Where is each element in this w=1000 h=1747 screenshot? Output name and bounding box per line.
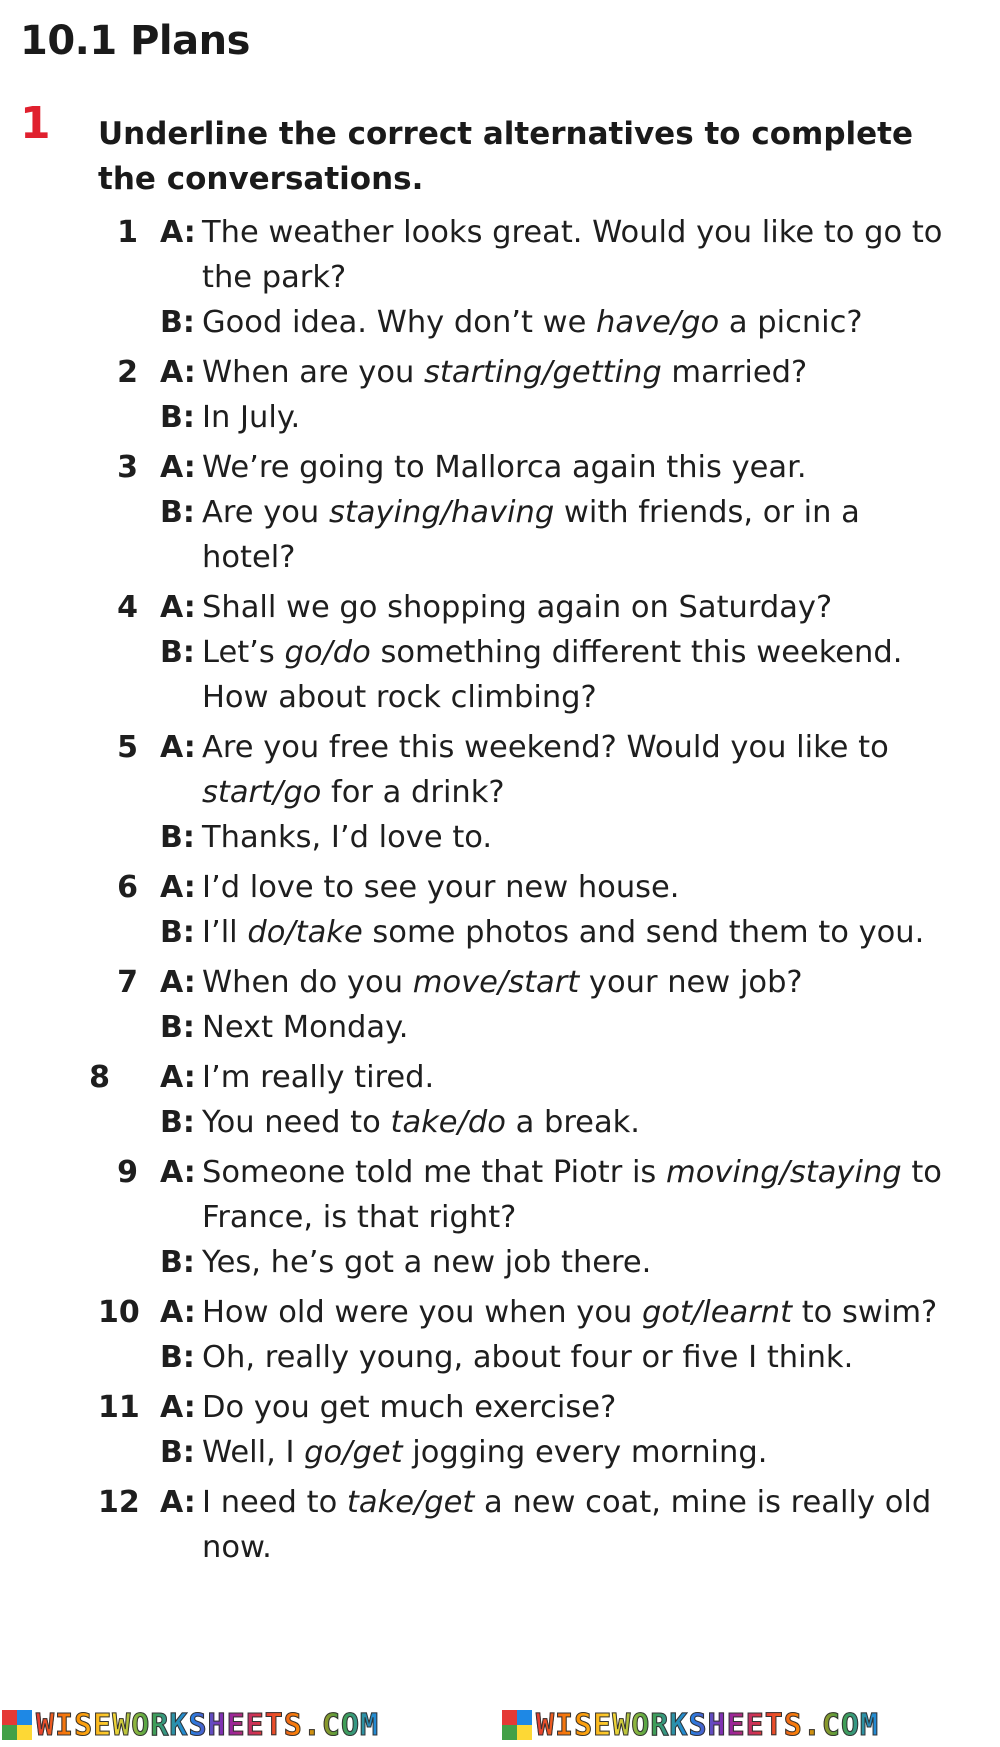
dialogue-line: I’d love to see your new house. — [202, 870, 680, 905]
dialogue-line: I’m really tired. — [202, 1060, 435, 1095]
item-number: 8 — [89, 1060, 110, 1095]
speaker-label: B: — [160, 495, 195, 530]
speaker-label: B: — [160, 1435, 195, 1470]
dialogue-line: Are you free this weekend? Would you like to start/go for a drink? — [202, 730, 889, 810]
speaker-label: A: — [160, 870, 196, 905]
speaker-label: B: — [160, 1245, 195, 1280]
dialogue-line: We’re going to Mallorca again this year. — [202, 450, 807, 485]
item-number: 1 — [117, 215, 138, 250]
watermark-text: WISEWORKSHEETS.COM — [36, 1707, 380, 1743]
dialogue-line: Yes, he’s got a new job there. — [202, 1245, 652, 1280]
dialogue-line: Do you get much exercise? — [202, 1390, 617, 1425]
dialogue-line: Well, I go/get jogging every morning. — [202, 1435, 768, 1470]
exercise-number: 1 — [20, 98, 51, 149]
speaker-label: A: — [160, 450, 196, 485]
speaker-label: B: — [160, 305, 195, 340]
item-number: 2 — [117, 355, 138, 390]
item-number: 6 — [117, 870, 138, 905]
item-number: 5 — [117, 730, 138, 765]
item-number: 4 — [117, 590, 138, 625]
speaker-label: A: — [160, 355, 196, 390]
item-number: 3 — [117, 450, 138, 485]
speaker-label: A: — [160, 965, 196, 1000]
dialogue-line: Good idea. Why don’t we have/go a picnic? — [202, 305, 863, 340]
page-title: 10.1 Plans — [20, 18, 250, 64]
speaker-label: B: — [160, 1340, 195, 1375]
dialogue-line: Next Monday. — [202, 1010, 409, 1045]
speaker-label: B: — [160, 915, 195, 950]
dialogue-line: Thanks, I’d love to. — [202, 820, 493, 855]
watermark-bar — [0, 1700, 1000, 1747]
speaker-label: B: — [160, 1105, 195, 1140]
speaker-label: A: — [160, 1295, 196, 1330]
item-number: 11 — [98, 1390, 140, 1425]
dialogue-line: In July. — [202, 400, 301, 435]
dialogue-line: When are you starting/getting married? — [202, 355, 808, 390]
item-number: 7 — [117, 965, 138, 1000]
speaker-label: A: — [160, 1060, 196, 1095]
dialogue-line: The weather looks great. Would you like to go to the park? — [202, 215, 943, 295]
watermark-right — [502, 1706, 879, 1744]
dialogue-line: Shall we go shopping again on Saturday? — [202, 590, 833, 625]
dialogue-line: Oh, really young, about four or five I think. — [202, 1340, 854, 1375]
item-number: 12 — [98, 1485, 140, 1520]
speaker-label: A: — [160, 1390, 196, 1425]
dialogue-line: You need to take/do a break. — [202, 1105, 640, 1140]
speaker-label: A: — [160, 590, 196, 625]
watermark-text: WISEWORKSHEETS.COM — [536, 1707, 880, 1743]
speaker-label: A: — [160, 1485, 196, 1520]
dialogue-line: I need to take/get a new coat, mine is really old now. — [202, 1485, 932, 1565]
speaker-label: A: — [160, 1155, 196, 1190]
speaker-label: A: — [160, 215, 196, 250]
speaker-label: B: — [160, 400, 195, 435]
watermark-left — [2, 1706, 379, 1744]
speaker-label: A: — [160, 730, 196, 765]
dialogue-line: Let’s go/do something different this weekend. How about rock climbing? — [202, 635, 903, 715]
exercise-instruction: Underline the correct alternatives to complete the conversations. — [98, 116, 914, 197]
dialogue-line: When do you move/start your new job? — [202, 965, 803, 1000]
dialogue-line: Someone told me that Piotr is moving/staying to France, is that right? — [202, 1155, 942, 1235]
item-number: 9 — [117, 1155, 138, 1190]
worksheet-logo-icon — [2, 1710, 32, 1740]
dialogue-line: Are you staying/having with friends, or in a hotel? — [202, 495, 860, 575]
dialogue-line: How old were you when you got/learnt to swim? — [202, 1295, 938, 1330]
dialogue-line: I’ll do/take some photos and send them to you. — [202, 915, 925, 950]
speaker-label: B: — [160, 635, 195, 670]
speaker-label: B: — [160, 820, 195, 855]
speaker-label: B: — [160, 1010, 195, 1045]
worksheet-logo-icon — [502, 1710, 532, 1740]
item-number: 10 — [98, 1295, 140, 1330]
